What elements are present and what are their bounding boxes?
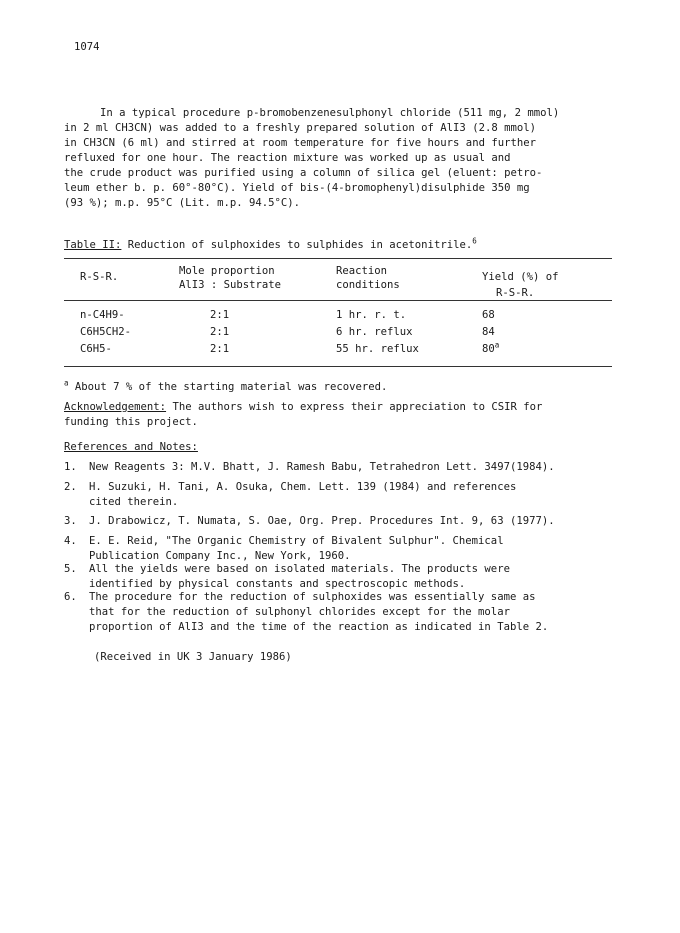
page-number: 1074 — [74, 41, 100, 53]
cell-yield-value: 80 — [482, 343, 495, 355]
reference-number: 4. — [64, 535, 77, 547]
received-date: (Received in UK 3 January 1986) — [94, 651, 292, 663]
table-row — [64, 325, 612, 340]
paragraph-line-7: (93 %); m.p. 95°C (Lit. m.p. 94.5°C). — [64, 197, 300, 209]
reference-text: H. Suzuki, H. Tani, A. Osuka, Chem. Lett. 139 (1984) and references cited therein. — [89, 481, 517, 508]
cell-proportion: 2:1 — [210, 343, 230, 355]
table-row — [64, 342, 612, 357]
table-caption-label: Table II: — [64, 239, 122, 251]
acknowledgement-text-2: funding this project. — [64, 416, 198, 428]
reference-number: 5. — [64, 563, 77, 575]
reference-text: J. Drabowicz, T. Numata, S. Oae, Org. Prep. Procedures Int. 9, 63 (1977). — [89, 515, 555, 527]
table-caption — [64, 238, 477, 253]
table-header-rule — [64, 300, 612, 301]
body-paragraph — [64, 106, 624, 211]
reference-number: 1. — [64, 461, 77, 473]
cell-substrate: C6H5- — [80, 343, 112, 355]
cell-substrate: n-C4H9- — [80, 309, 125, 321]
acknowledgement — [64, 400, 624, 430]
paragraph-line-6: leum ether b. p. 60°-80°C). Yield of bis-(4-bromophenyl)disulphide 350 mg — [64, 182, 530, 194]
cell-conditions: 55 hr. reflux — [336, 343, 419, 355]
paragraph-line-4: refluxed for one hour. The reaction mixture was worked up as usual and — [64, 152, 511, 164]
reference-text: The procedure for the reduction of sulphoxides was essentially same as that for the reduction of sulphonyl chlorides except for the molar proportion of AlI3 and the time of the reaction as indicated in Table 2. — [89, 591, 549, 633]
header-yield: Yield (%) of — [482, 271, 559, 283]
reference-number: 3. — [64, 515, 77, 527]
reference-text: All the yields were based on isolated materials. The products were identified by physical constants and spectroscopic methods. — [89, 563, 510, 590]
footnote-text: About 7 % of the starting material was recovered. — [74, 381, 388, 393]
cell-yield — [482, 342, 499, 357]
table-top-rule — [64, 258, 612, 259]
footnote-mark: a — [64, 378, 69, 388]
paragraph-line-2: in 2 ml CH3CN) was added to a freshly prepared solution of AlI3 (2.8 mmol) — [64, 122, 536, 134]
paragraph-line-3: in CH3CN (6 ml) and stirred at room temperature for five hours and further — [64, 137, 536, 149]
reference-text: New Reagents 3: M.V. Bhatt, J. Ramesh Babu, Tetrahedron Lett. 3497(1984). — [89, 461, 555, 473]
cell-proportion: 2:1 — [210, 326, 230, 338]
paragraph-line-1: In a typical procedure p-bromobenzenesulphonyl chloride (511 mg, 2 mmol) — [100, 107, 560, 119]
cell-yield: 84 — [482, 326, 495, 338]
table-caption-text: Reduction of sulphoxides to sulphides in acetonitrile. — [127, 239, 473, 251]
table-header-row-3 — [64, 286, 612, 301]
header-reaction: Reaction — [336, 265, 388, 277]
header-conditions: conditions — [336, 279, 400, 291]
paragraph-line-5: the crude product was purified using a column of silica gel (eluent: petro- — [64, 167, 543, 179]
cell-yield: 68 — [482, 309, 495, 321]
reference-number: 2. — [64, 481, 77, 493]
table-caption-note: 6 — [472, 236, 477, 246]
acknowledgement-label: Acknowledgement: — [64, 401, 167, 413]
cell-proportion: 2:1 — [210, 309, 230, 321]
references-heading: References and Notes: — [64, 441, 198, 453]
cell-conditions: 1 hr. r. t. — [336, 309, 407, 321]
reference-text: E. E. Reid, "The Organic Chemistry of Bivalent Sulphur". Chemical Publication Company Inc., New York, 1960. — [89, 535, 504, 562]
acknowledgement-text: The authors wish to express their appreciation to CSIR for — [172, 401, 543, 413]
cell-conditions: 6 hr. reflux — [336, 326, 413, 338]
header-mole-proportion: Mole proportion — [179, 265, 275, 277]
header-compound: R-S-R. — [80, 271, 119, 283]
table-bottom-rule — [64, 366, 612, 367]
table-row — [64, 308, 612, 323]
cell-substrate: C6H5CH2- — [80, 326, 132, 338]
header-product: R-S-R. — [496, 287, 535, 299]
header-ratio: AlI3 : Substrate — [179, 279, 282, 291]
reference-number: 6. — [64, 591, 77, 603]
cell-yield-mark: a — [494, 340, 500, 350]
table-footnote — [64, 380, 387, 395]
